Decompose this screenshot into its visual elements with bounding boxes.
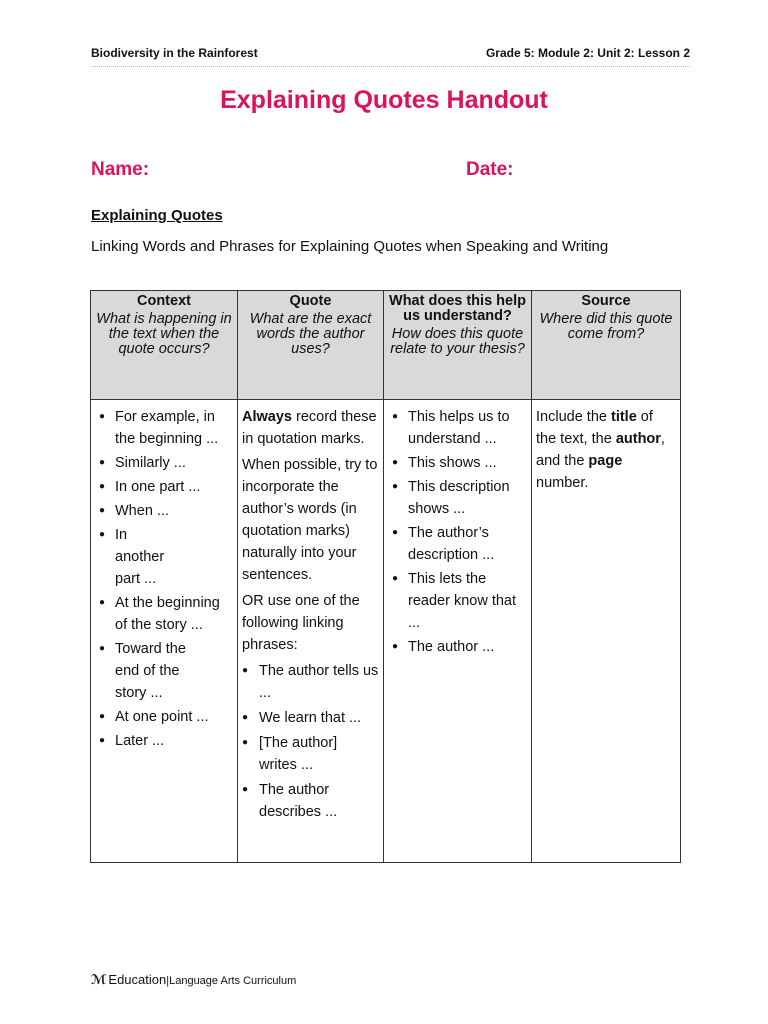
emphasis-text: title	[610, 409, 637, 425]
list-item: ● When ...	[95, 500, 233, 522]
list-item: ● [The author] writes ...	[242, 732, 379, 776]
source-text: , and the	[536, 431, 665, 469]
linking-phrases-list	[242, 660, 379, 823]
list-item: ● This description shows ...	[388, 476, 527, 520]
column-subheading: How does this quote relate to your thesis?	[390, 326, 525, 357]
footer-separator: |	[166, 975, 170, 987]
column-heading: Quote	[289, 293, 332, 309]
quote-alternative: OR use one of the following linking phrases:	[242, 593, 360, 653]
publisher-brand: Education	[108, 972, 167, 987]
column-header-context	[91, 291, 238, 400]
table-row	[91, 400, 681, 863]
column-heading: What does this help us understand?	[389, 293, 526, 324]
page-header	[91, 46, 690, 67]
source-text: Include the	[536, 409, 611, 425]
understand-cell	[384, 400, 532, 863]
quote-instruction-text: record these in quotation marks.	[242, 409, 377, 447]
column-subheading: What are the exact words the author uses?	[249, 311, 372, 357]
emphasis-text: Always	[242, 409, 292, 425]
column-header-understand	[384, 291, 532, 400]
list-item: ● Toward the end of the story ...	[95, 638, 233, 704]
context-cell	[91, 400, 238, 863]
list-item: ● For example, in the beginning ...	[95, 406, 233, 450]
source-text: of the text, the	[536, 409, 653, 447]
column-heading: Source	[581, 293, 631, 309]
list-item: ● The author’s description ...	[388, 522, 527, 566]
column-heading: Context	[137, 293, 191, 309]
list-item: ● Similarly ...	[95, 452, 233, 474]
column-header-source	[532, 291, 681, 400]
footer-curriculum: Language Arts Curriculum	[169, 975, 297, 987]
publisher-logo-icon: ℳ	[91, 972, 107, 987]
section-heading: Explaining Quotes	[91, 207, 223, 224]
list-item: ● At one point ...	[95, 706, 233, 728]
source-cell	[532, 400, 681, 863]
date-label: Date:	[466, 159, 514, 180]
source-text: number.	[536, 475, 589, 491]
table-header-row	[91, 291, 681, 400]
section-subtitle: Linking Words and Phrases for Explaining Quotes when Speaking and Writing	[91, 238, 609, 255]
quote-cell	[238, 400, 384, 863]
column-subheading: What is happening in the text when the quote occurs?	[96, 311, 232, 357]
understand-list	[388, 406, 527, 658]
list-item: ● The author describes ...	[242, 779, 379, 823]
column-subheading: Where did this quote come from?	[539, 311, 673, 342]
list-item: ● In another part ...	[95, 524, 233, 590]
list-item: ● At the beginning of the story ...	[95, 592, 233, 636]
name-label: Name:	[91, 159, 150, 180]
emphasis-text: author	[615, 431, 661, 447]
page-footer	[91, 972, 296, 990]
list-item: ● Later ...	[95, 730, 233, 752]
emphasis-text: page	[588, 453, 623, 469]
list-item: ● We learn that ...	[242, 707, 379, 729]
list-item: ● This shows ...	[388, 452, 527, 474]
quote-tip: When possible, try to incorporate the author’s words (in quotation marks) naturally into your sentences.	[242, 457, 378, 583]
list-item: ● In one part ...	[95, 476, 233, 498]
list-item: ● This helps us to understand ...	[388, 406, 527, 450]
list-item: ● The author tells us ...	[242, 660, 379, 704]
list-item: ● This lets the reader know that ...	[388, 568, 527, 634]
header-lesson-label: Grade 5: Module 2: Unit 2: Lesson 2	[485, 46, 690, 60]
quote-instruction	[242, 406, 379, 450]
list-item: ● The author ...	[388, 636, 527, 658]
context-list	[95, 406, 233, 752]
explaining-quotes-table	[90, 290, 681, 863]
page-title: Explaining Quotes Handout	[220, 86, 548, 114]
column-header-quote	[238, 291, 384, 400]
header-unit-title: Biodiversity in the Rainforest	[91, 46, 258, 60]
